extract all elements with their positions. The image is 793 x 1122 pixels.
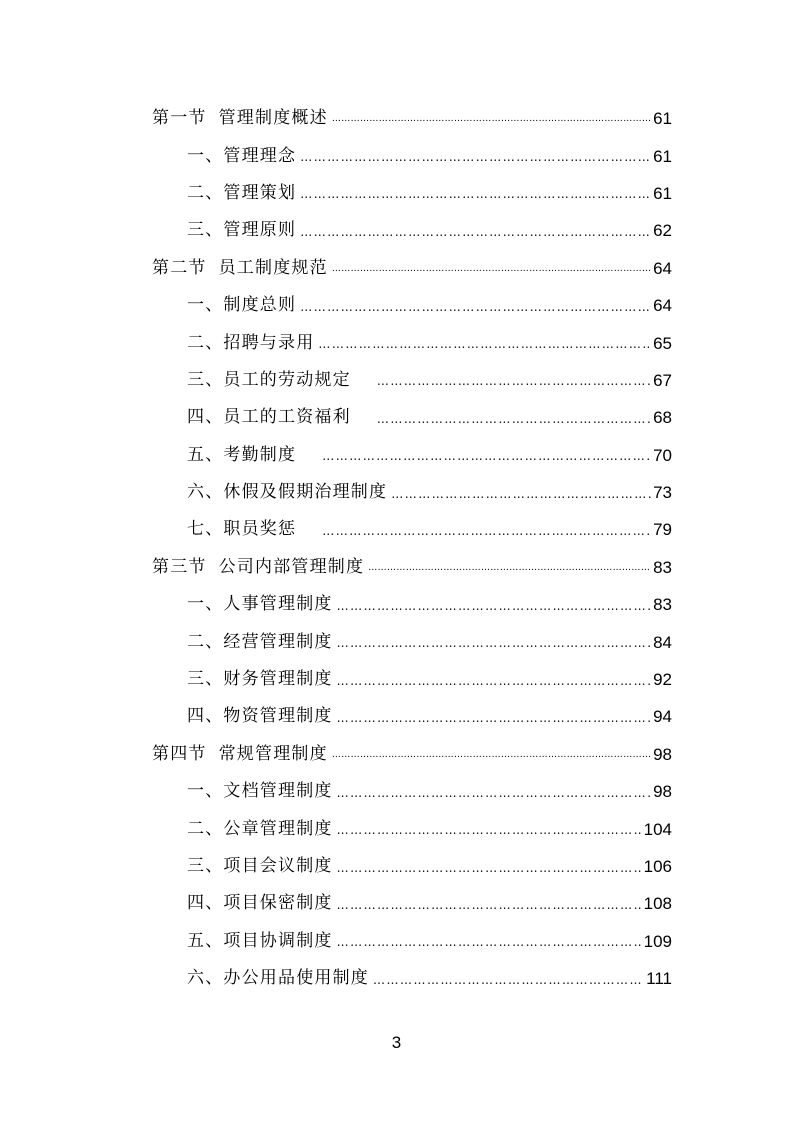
toc-item[interactable]	[152, 885, 672, 922]
toc-leader-dots	[300, 188, 651, 200]
toc-section-title: 员工制度规范	[218, 257, 328, 278]
toc-item-title: 财务管理制度	[223, 669, 333, 690]
toc-page-number: 111	[646, 969, 672, 989]
toc-section-3[interactable]	[152, 549, 672, 586]
toc-item-number: 一、	[187, 145, 224, 166]
toc-page-number: 109	[643, 931, 672, 951]
toc-item-title: 办公用品使用制度	[223, 968, 370, 989]
toc-item[interactable]	[152, 661, 672, 698]
toc-item-number: 一、	[187, 594, 224, 615]
toc-section-1[interactable]	[152, 100, 672, 137]
toc-section-label: 第三节	[152, 556, 207, 577]
toc-leader-dots	[377, 413, 651, 425]
toc-item[interactable]	[152, 137, 672, 174]
toc-leader-dots	[300, 151, 651, 163]
toc-leader-dots	[373, 974, 644, 986]
toc-page-number: 94	[653, 707, 672, 727]
toc-leader-dots	[332, 751, 651, 760]
toc-item-number: 六、	[187, 968, 224, 989]
toc-page-number: 98	[653, 782, 672, 802]
toc-item-number: 二、	[187, 631, 224, 652]
toc-page-number: 61	[653, 146, 672, 166]
toc-page-number: 104	[643, 819, 672, 839]
toc-item-title: 招聘与录用	[223, 332, 315, 353]
table-of-contents	[152, 100, 672, 997]
toc-item-number: 四、	[187, 893, 224, 914]
toc-leader-dots	[332, 265, 651, 274]
toc-page-number: 65	[653, 333, 672, 353]
toc-item-title: 人事管理制度	[223, 594, 333, 615]
toc-leader-dots	[337, 899, 642, 911]
toc-section-title: 管理制度概述	[218, 108, 328, 129]
toc-item[interactable]	[152, 437, 672, 474]
toc-item[interactable]	[152, 511, 672, 548]
toc-item[interactable]	[152, 773, 672, 810]
toc-item[interactable]	[152, 362, 672, 399]
toc-item-title: 管理理念	[223, 145, 297, 166]
toc-item-number: 三、	[187, 220, 224, 241]
toc-item-title: 项目保密制度	[223, 893, 333, 914]
page-number: 3	[391, 1033, 402, 1052]
toc-item-number: 一、	[187, 781, 224, 802]
toc-item[interactable]	[152, 623, 672, 660]
toc-item[interactable]	[152, 848, 672, 885]
toc-leader-dots	[337, 824, 642, 836]
toc-item-title: 制度总则	[223, 295, 297, 316]
toc-leader-dots	[368, 564, 651, 573]
toc-page-number: 67	[653, 370, 672, 390]
toc-item[interactable]	[152, 698, 672, 735]
toc-item[interactable]	[152, 175, 672, 212]
toc-item[interactable]	[152, 586, 672, 623]
toc-item-number: 七、	[187, 519, 224, 540]
toc-item-title: 物资管理制度	[223, 706, 333, 727]
toc-item-number: 六、	[187, 482, 224, 503]
toc-item-title: 项目会议制度	[223, 856, 333, 876]
toc-page-number: 83	[653, 557, 672, 577]
toc-page-number: 84	[653, 632, 672, 652]
toc-page-number: 73	[653, 483, 672, 503]
toc-section-2[interactable]	[152, 250, 672, 287]
toc-leader-dots	[300, 301, 651, 313]
toc-page-number: 108	[643, 894, 672, 914]
toc-leader-dots	[300, 226, 651, 238]
toc-section-label: 第二节	[152, 257, 207, 278]
toc-leader-dots	[337, 600, 651, 612]
toc-page-number: 92	[653, 670, 672, 690]
toc-page-number: 68	[653, 408, 672, 428]
toc-item-title: 管理策划	[223, 182, 297, 203]
toc-item[interactable]	[152, 287, 672, 324]
toc-section-label: 第一节	[152, 108, 207, 129]
toc-item[interactable]	[152, 324, 672, 361]
toc-page-number: 106	[643, 857, 672, 876]
toc-page-number: 64	[653, 258, 672, 278]
toc-leader-dots	[322, 525, 651, 537]
toc-page-number: 61	[653, 109, 672, 129]
toc-leader-dots	[322, 450, 651, 462]
toc-page-number: 62	[653, 221, 672, 241]
toc-item-number: 四、	[187, 706, 224, 727]
toc-item-title: 员工的工资福利	[223, 407, 351, 428]
toc-item-number: 二、	[187, 182, 224, 203]
toc-page-number: 83	[653, 595, 672, 615]
toc-leader-dots	[337, 637, 651, 649]
toc-leader-dots	[391, 488, 651, 500]
toc-item-title: 文档管理制度	[223, 781, 333, 802]
toc-leader-dots	[337, 787, 651, 799]
toc-item-title: 管理原则	[223, 220, 297, 241]
toc-item[interactable]	[152, 923, 672, 960]
toc-page-number: 70	[653, 445, 672, 465]
toc-page-number: 64	[653, 296, 672, 316]
toc-item[interactable]	[152, 399, 672, 436]
toc-page-number: 98	[653, 744, 672, 764]
toc-item-number: 五、	[187, 930, 224, 951]
toc-item-number: 二、	[187, 818, 224, 839]
toc-section-title: 公司内部管理制度	[218, 556, 365, 577]
toc-page-number: 61	[653, 183, 672, 203]
toc-section-title: 常规管理制度	[218, 743, 328, 764]
toc-item-title: 考勤制度	[223, 444, 297, 465]
toc-item-title: 公章管理制度	[223, 818, 333, 839]
toc-item-number: 一、	[187, 295, 224, 316]
toc-item[interactable]	[152, 212, 672, 249]
toc-item-number: 三、	[187, 856, 224, 876]
toc-leader-dots	[337, 712, 651, 724]
toc-leader-dots	[332, 115, 651, 124]
toc-item-title: 经营管理制度	[223, 631, 333, 652]
toc-section-4[interactable]	[152, 736, 672, 773]
toc-item-number: 五、	[187, 444, 224, 465]
toc-item-number: 三、	[187, 669, 224, 690]
toc-item-title: 休假及假期治理制度	[223, 482, 388, 503]
toc-item-number: 二、	[187, 332, 224, 353]
toc-item[interactable]	[152, 960, 672, 997]
toc-item-number: 三、	[187, 369, 224, 390]
toc-item[interactable]	[152, 810, 672, 847]
toc-leader-dots	[337, 936, 642, 948]
toc-item-title: 员工的劳动规定	[223, 369, 351, 390]
toc-leader-dots	[337, 675, 651, 687]
toc-section-label: 第四节	[152, 743, 207, 764]
toc-item-title: 项目协调制度	[223, 930, 333, 951]
toc-page-number: 79	[653, 520, 672, 540]
toc-item-title: 职员奖惩	[223, 519, 297, 540]
toc-leader-dots	[377, 375, 651, 387]
toc-item-number: 四、	[187, 407, 224, 428]
toc-item[interactable]	[152, 474, 672, 511]
toc-leader-dots	[318, 338, 651, 350]
toc-leader-dots	[337, 862, 642, 874]
